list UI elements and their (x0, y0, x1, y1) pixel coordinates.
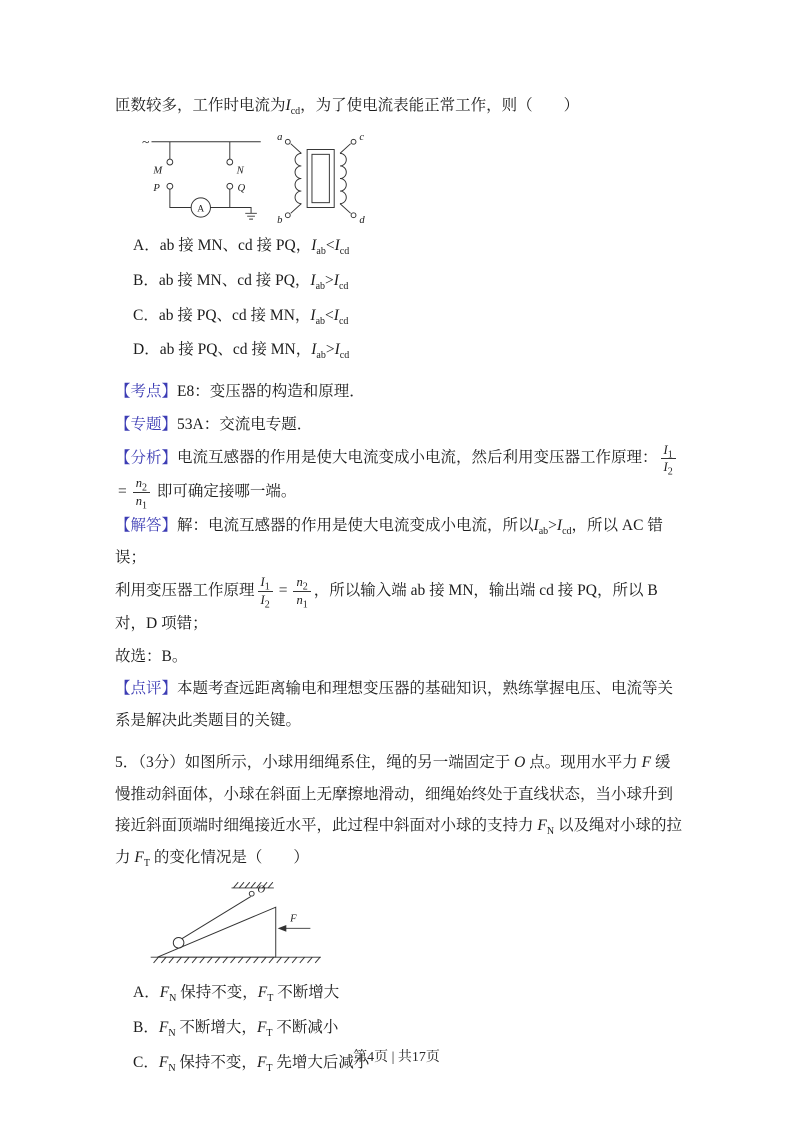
dianping-line (115, 673, 685, 737)
fenxi-tag: 【分析】 (115, 449, 178, 467)
jieda-continued-text: 利用变压器工作原理 $\frac{I_1}{I_2}$ = $\frac{n_2}{n_1}$ ，所以输入端 ab 接 MN，输出端 cd 接 PQ，所以 B 对，D 项错； (115, 575, 658, 632)
label-m: M (153, 165, 163, 177)
ground-symbol (230, 207, 257, 219)
terminal-c (351, 139, 356, 144)
label-f: F (290, 913, 297, 925)
fixed-point-o (249, 891, 254, 896)
q4-option-a: A．ab 接 MN、cd 接 PQ，$I_{ab}<I_{cd}$ (133, 236, 350, 257)
ground-hatching (154, 957, 320, 963)
q4-circuit-figure (137, 130, 685, 227)
fenxi-text: 电流互感器的作用是使大电流变成小电流，然后利用变压器工作原理： $\frac{I_1}{I_2}$ = $\frac{n_2}{n_1}$ 即可确定接哪一端。 (115, 449, 679, 500)
q4-option-d: D．ab 接 PQ、cd 接 MN，$I_{ab}>I_{cd}$ (133, 341, 350, 362)
terminal-stubs (170, 142, 230, 159)
label-b: b (277, 214, 283, 226)
terminal-m (167, 159, 173, 165)
incline-diagram (143, 878, 345, 970)
terminal-p (167, 183, 173, 189)
transformer-core-inner (312, 154, 329, 202)
ceiling-hatching (233, 882, 272, 888)
primary-coil (295, 153, 301, 203)
secondary-coil (340, 153, 346, 203)
answer-text: 故选：B。 (115, 647, 188, 665)
label-p: P (153, 182, 160, 194)
transformer-core-outer (307, 149, 334, 207)
ammeter-lead-right (210, 189, 229, 207)
terminal-a (285, 139, 290, 144)
circuit-diagram (137, 130, 369, 227)
q4-option-b: B．ab 接 MN、cd 接 PQ，$I_{ab}>I_{cd}$ (133, 271, 349, 292)
force-arrow-head (278, 925, 287, 932)
ac-source-symbol: ~ (141, 134, 150, 150)
incline-wedge (157, 907, 275, 957)
zhuanti-tag: 【专题】 (115, 416, 178, 434)
q4-options (115, 229, 685, 369)
label-d: d (359, 214, 365, 226)
label-o: O (257, 884, 266, 896)
q5-incline-figure (143, 878, 685, 970)
terminal-b (285, 213, 290, 218)
jieda-continued (115, 574, 685, 639)
q5-question-text: 5．（3分）如图所示，小球用细绳系住，绳的另一端固定于 O 点。现用水平力 F 缓慢推动斜面体，小球在斜面上无摩擦地滑动，细绳始终处于直线状态，当小球升到接近斜面顶端时细绳接近水平，此过程中斜面对小球的支持力 $F_N$ 以及绳对小球的拉力 $F_T$ 的变化情况是（ ） (115, 753, 682, 870)
kaodian-text: E8：变压器的构造和原理． (177, 383, 365, 401)
terminal-n (227, 159, 233, 165)
zhuanti-text: 53A：交流电专题． (177, 416, 313, 434)
answer-line (115, 641, 685, 673)
dianping-tag: 【点评】 (115, 680, 178, 698)
dianping-text: 本题考查远距离输电和理想变压器的基础知识，熟练掌握电压、电流等关系是解决此类题目的关键。 (115, 680, 674, 730)
jieda-tag: 【解答】 (115, 516, 178, 534)
label-n: N (236, 165, 244, 177)
label-a: a (277, 131, 283, 143)
kaodian-line (115, 376, 685, 408)
kaodian-tag: 【考点】 (115, 383, 178, 401)
jieda-line (115, 510, 685, 574)
terminal-d (351, 213, 356, 218)
jieda-text: 解：电流互感器的作用是使大电流变成小电流，所以$I_{ab}>I_{cd}$，所以 AC 错误； (115, 516, 663, 566)
terminal-q (227, 183, 233, 189)
q5-option-b: B．$F_N$ 不断增大，$F_T$ 不断减小 (133, 1018, 339, 1039)
label-c: c (359, 131, 365, 143)
q4-intro-text: 匝数较多，工作时电流为$I_{cd}$，为了使电流表能正常工作，则（ ） (115, 97, 580, 118)
q5-option-a: A．$F_N$ 保持不变，$F_T$ 不断增大 (133, 983, 340, 1005)
zhuanti-line (115, 409, 685, 441)
q4-option-c: C．ab 接 PQ、cd 接 MN，$I_{ab}<I_{cd}$ (133, 306, 349, 327)
ammeter-label: A (197, 203, 205, 215)
q5-option-c: C．$F_N$ 保持不变，$F_T$ 先增大后减小 (133, 1053, 370, 1074)
label-q: Q (237, 182, 246, 194)
page-footer: 第4页 | 共17页 (353, 1050, 440, 1065)
fenxi-line (115, 442, 685, 512)
ammeter-lead-left (170, 189, 191, 207)
